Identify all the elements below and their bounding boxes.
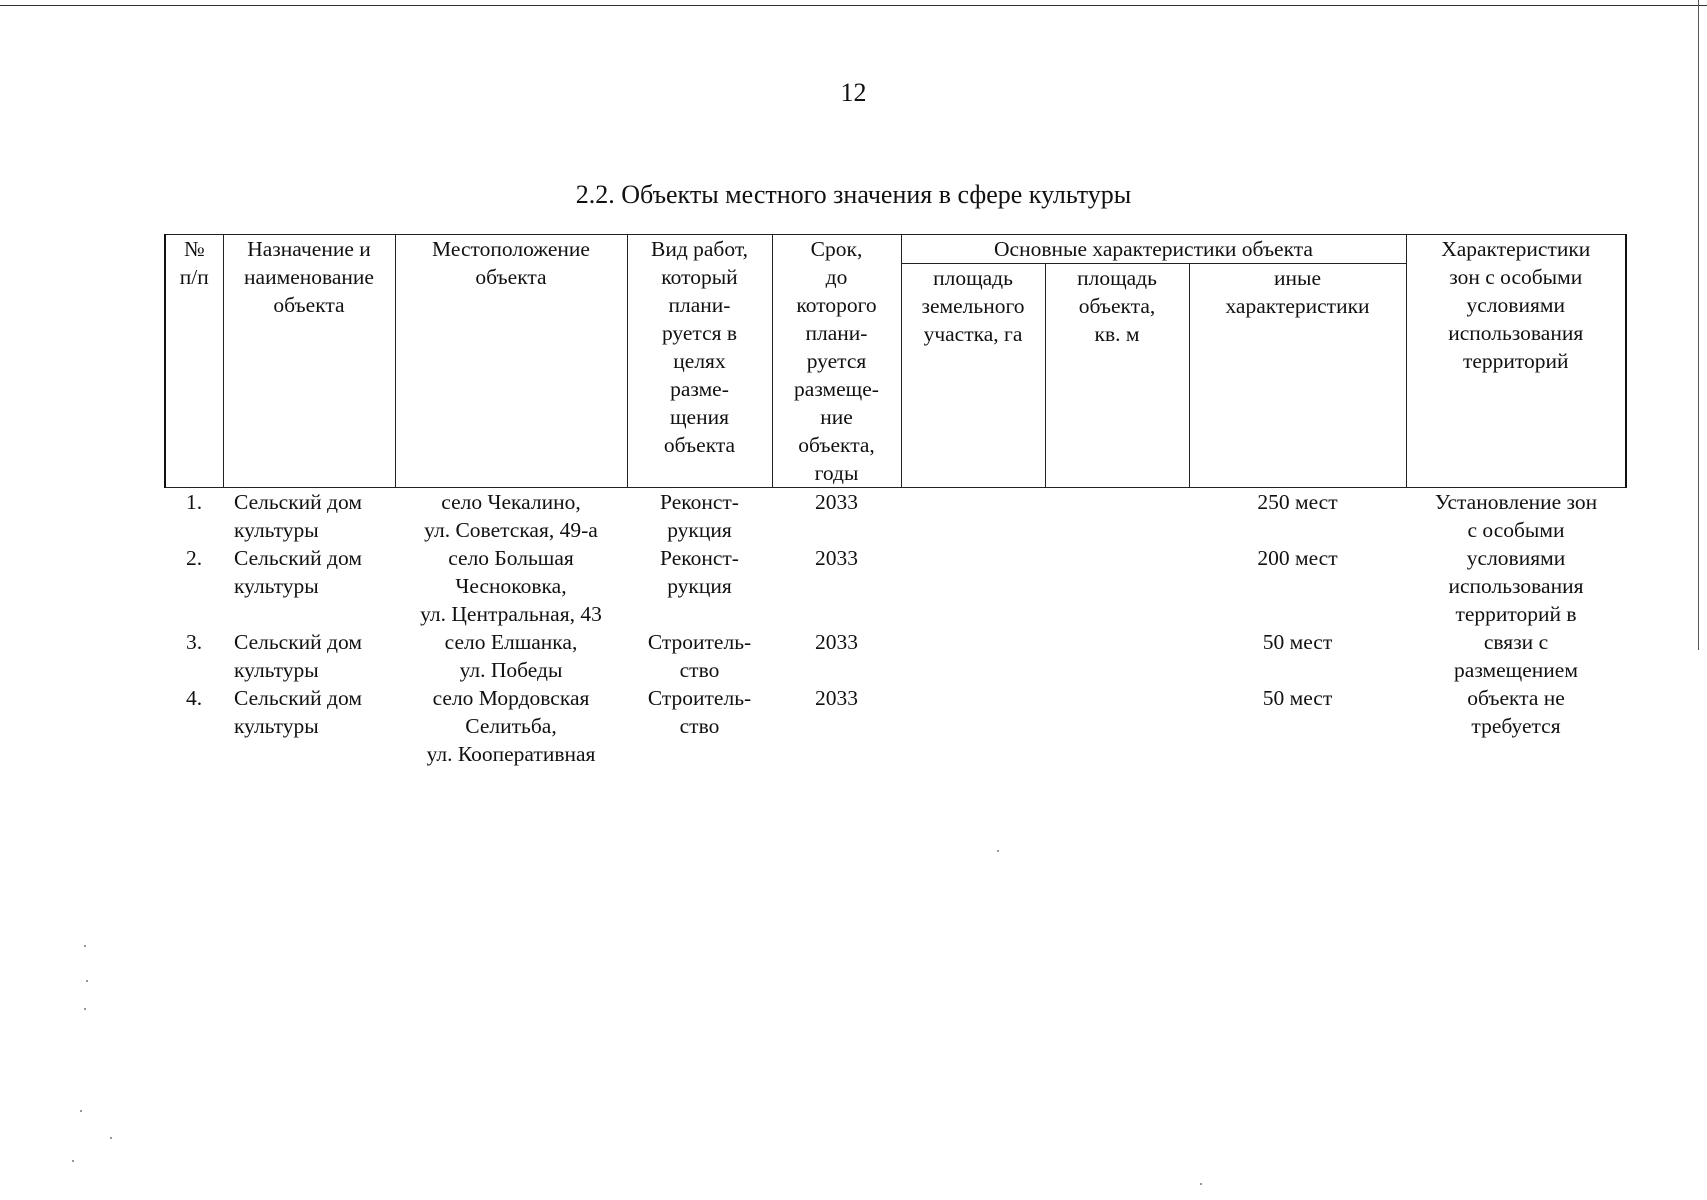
row-location: село Чекалино, ул. Советская, 49-а [424,490,598,542]
scan-speck [110,1137,112,1139]
header-location: Местоположение объекта [395,235,627,488]
row-work-type: Реконст- рукция [660,490,739,542]
row-land-area [901,544,1045,628]
header-main-characteristics: Основные характеристики объекта [901,235,1406,264]
row-name: Сельский дом культуры [234,630,362,682]
scan-speck [86,980,88,982]
page-top-border [0,5,1707,6]
section-title: 2.2. Объекты местного значения в сфере культуры [575,180,1132,209]
scan-speck [997,850,999,852]
header-zones: Характеристики зон с особыми условиями использования территорий [1406,235,1626,488]
row-work-type: Реконст- рукция [660,546,739,598]
row-num: 3. [185,630,203,654]
row-land-area [901,488,1045,545]
header-land-area: площадь земельного участка, га [901,264,1045,488]
row-num: 1. [185,490,203,514]
row-other: 50 мест [1262,686,1333,710]
row-location: село Елшанка, ул. Победы [444,630,578,682]
scan-speck [80,1110,82,1112]
row-num: 4. [185,686,203,710]
row-name: Сельский дом культуры [234,490,362,542]
page-number: 12 [840,78,867,107]
header-name: Назначение и наименование объекта [223,235,395,488]
scan-speck [72,1160,74,1162]
header-object-area: площадь объекта, кв. м [1045,264,1189,488]
row-location: село Большая Чесноковка, ул. Центральная, 43 [420,546,602,626]
row-term: 2033 [815,630,858,654]
table-header [165,235,1626,488]
scan-speck [84,1008,86,1010]
row-land-area [901,628,1045,684]
row-land-area [901,684,1045,768]
row-other: 50 мест [1262,630,1333,654]
row-object-area [1045,628,1189,684]
row-other: 250 мест [1257,490,1338,514]
scan-speck [1200,1183,1202,1185]
row-name: Сельский дом культуры [234,546,362,598]
row-other: 200 мест [1257,546,1338,570]
row-object-area [1045,684,1189,768]
header-work-type: Вид работ, который плани- руется в целях разме- щения объекта [627,235,772,488]
header-term: Срок, до которого плани- руется размеще- ние объекта, годы [772,235,901,488]
row-term: 2033 [815,686,858,710]
row-work-type: Строитель- ство [647,686,752,738]
row-object-area [1045,488,1189,545]
row-location: село Мордовская Селитьба, ул. Кооперативная [426,686,596,766]
objects-table [164,234,1627,768]
scan-speck [84,945,86,947]
row-name: Сельский дом культуры [234,686,362,738]
table-body [165,488,1626,769]
header-other: иные характеристики [1189,264,1406,488]
row-object-area [1045,544,1189,628]
row-term: 2033 [815,490,858,514]
row-zones: Установление зон с особыми условиями использования территорий в связи с размещением объекта не требуется [1434,490,1598,738]
row-work-type: Строитель- ство [647,630,752,682]
table-row [165,488,1626,545]
row-term: 2033 [815,546,858,570]
header-num: № п/п [165,235,223,488]
row-num: 2. [185,546,203,570]
